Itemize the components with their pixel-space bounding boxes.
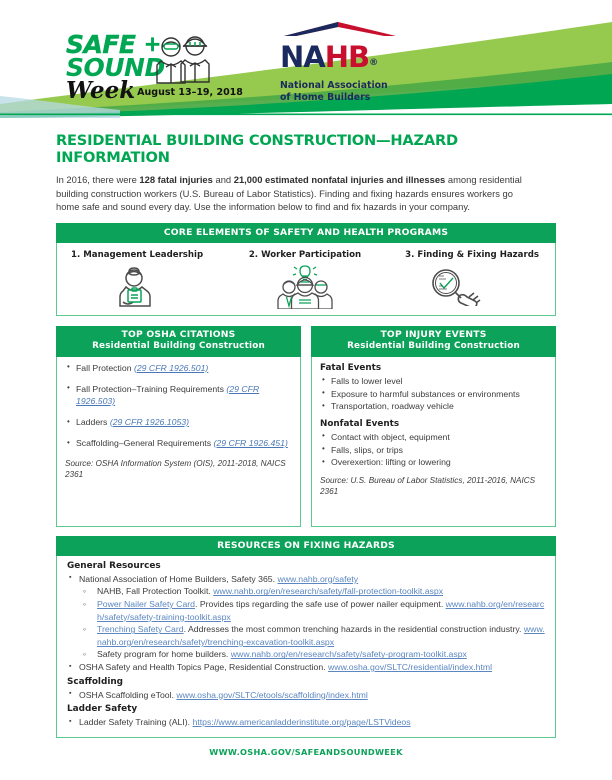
citation-1-ref[interactable]: (29 CFR 1926.503)	[76, 383, 260, 407]
general-item-link[interactable]: www.nahb.org/safety	[277, 573, 359, 584]
general-resources-sublist	[79, 585, 545, 661]
list-item	[65, 416, 292, 428]
scaffolding-list	[67, 689, 545, 702]
registered-mark: ®	[369, 58, 378, 68]
fatal-events-heading: Fatal Events	[320, 362, 382, 373]
list-item	[79, 648, 545, 661]
list-item	[79, 585, 545, 598]
citation-3-ref[interactable]: (29 CFR 1926.451)	[213, 438, 288, 448]
sub-item-0-text: NAHB, Fall Protection Toolkit.	[97, 586, 214, 597]
citation-1-text: Fall Protection–Training Requirements	[76, 383, 227, 394]
citations-source: Source: OSHA Information System (OIS), 2011-2018, NAICS 2361	[65, 458, 286, 480]
list-item: • Falls, slips, or trips	[320, 444, 547, 456]
ladder-item-text: Ladder Safety Training (ALI).	[79, 717, 193, 728]
nahb-letters-hb: HB	[324, 40, 370, 74]
fatal-events-list	[320, 375, 547, 413]
intro-part1: In 2016, there were	[56, 174, 140, 185]
logo-line-sound: SOUND	[66, 53, 165, 82]
injury-events-body	[311, 357, 556, 527]
core-element-1-label: 1. Management Leadership	[71, 249, 204, 260]
two-column-section	[56, 326, 556, 527]
citations-banner-title: TOP OSHA CITATIONS	[121, 329, 236, 341]
sub-item-2-link[interactable]: www.nahb.org/en/research/safety/trenching-excavation-toolkit.aspx	[97, 624, 545, 647]
list-item	[65, 362, 292, 374]
logo-line-safe: SAFE +	[66, 30, 161, 59]
list-item: • Contact with object, equipment	[320, 431, 547, 443]
nahb-wordmark	[280, 42, 405, 78]
sub-item-0-link[interactable]: www.nahb.org/en/research/safety/fall-protection-toolkit.aspx	[213, 586, 444, 597]
scaffolding-heading: Scaffolding	[67, 676, 124, 687]
magnifier-hand-icon	[383, 263, 539, 309]
list-item	[67, 661, 545, 674]
core-elements-grid	[57, 243, 555, 315]
core-element-3-label: 3. Finding & Fixing Hazards	[405, 249, 539, 260]
citations-list	[65, 362, 292, 450]
page-header	[0, 0, 612, 118]
core-elements-banner: CORE ELEMENTS OF SAFETY AND HEALTH PROGRAMS	[56, 223, 556, 243]
manager-clipboard-icon	[71, 263, 227, 309]
core-element-1	[57, 250, 227, 309]
sub-item-3-text: Safety program for home builders.	[97, 649, 231, 660]
citations-body	[56, 357, 301, 527]
core-elements-section	[56, 223, 556, 316]
injury-events-source: Source: U.S. Bureau of Labor Statistics, 2011-2016, NAICS 2361	[320, 475, 536, 497]
sub-item-2-text: . Addresses the most common trenching hazards in the residential construction industry.	[183, 624, 524, 635]
core-element-3	[383, 250, 555, 309]
sub-item-1-link-lead[interactable]: Power Nailer Safety Card	[97, 599, 196, 610]
logo-dates: August 13–19, 2018	[137, 87, 243, 98]
main-content	[0, 132, 612, 757]
list-item: • Exposure to harmful substances or environments	[320, 388, 547, 400]
osha-item-text: OSHA Safety and Health Topics Page, Residential Construction.	[79, 662, 329, 673]
list-item	[79, 598, 545, 623]
plus-icon: +	[143, 32, 161, 56]
nahb-subtitle	[280, 80, 405, 103]
resources-body	[56, 556, 556, 738]
header-logos	[66, 22, 405, 105]
safe-sound-week-logo	[66, 30, 256, 105]
intro-paragraph	[56, 173, 536, 214]
scaffolding-item-link[interactable]: www.osha.gov/SLTC/etools/scaffolding/index.html	[176, 689, 368, 700]
citation-2-text: Ladders	[76, 417, 110, 428]
list-item: • Overexertion: lifting or lowering	[320, 456, 547, 468]
nahb-letter-n: N	[280, 40, 304, 74]
citations-banner-subtitle: Residential Building Construction	[92, 341, 265, 352]
nahb-roof-icon	[280, 20, 400, 37]
list-item	[67, 716, 545, 729]
injury-events-banner-subtitle: Residential Building Construction	[347, 341, 520, 352]
nahb-letter-a: A	[303, 40, 325, 74]
sub-item-1-text: . Provides tips regarding the safe use of power nailer equipment.	[195, 599, 446, 610]
list-item: • Transportation, roadway vehicle	[320, 400, 547, 412]
citation-3-text: Scaffolding–General Requirements	[76, 438, 214, 448]
list-item	[67, 573, 545, 661]
injury-events-banner	[311, 326, 556, 357]
citation-0-text: Fall Protection	[76, 362, 134, 373]
list-item: • Falls to lower level	[320, 375, 547, 387]
sub-item-3-link[interactable]: www.nahb.org/en/research/safety/safety-program-toolkit.aspx	[230, 649, 467, 660]
ladder-item-link[interactable]: https://www.americanladderinstitute.org/page/LSTVideos	[192, 717, 411, 728]
citation-2-ref[interactable]: (29 CFR 1926.1053)	[109, 417, 190, 428]
core-element-2	[227, 250, 383, 309]
logo-line-week: Week	[66, 77, 136, 104]
intro-part3: among residential building construction workers (U.S. Bureau of Labor Statistics). Finding and fixing hazards ensures workers go home safe and sound every day. Use the information below to find and fix hazards in your company.	[56, 174, 522, 213]
nonfatal-events-list	[320, 431, 547, 469]
general-item-text: National Association of Home Builders, Safety 365.	[79, 573, 278, 584]
intro-bold1: 128 fatal injuries	[139, 174, 213, 185]
general-resources-list	[67, 573, 545, 674]
general-resources-heading: General Resources	[67, 560, 161, 571]
list-item	[67, 689, 545, 702]
citation-0-ref[interactable]: (29 CFR 1926.501)	[133, 362, 209, 373]
scaffolding-item-text: OSHA Scaffolding eTool.	[79, 689, 177, 700]
footer-url[interactable]: WWW.OSHA.GOV/SAFEANDSOUNDWEEK	[209, 746, 403, 757]
page-title: RESIDENTIAL BUILDING CONSTRUCTION—HAZARD INFORMATION	[56, 132, 458, 166]
list-item	[79, 623, 545, 648]
core-elements-panel	[56, 243, 556, 316]
intro-bold2: 21,000 estimated nonfatal injuries and illnesses	[233, 174, 446, 185]
sub-item-2-link-lead[interactable]: Trenching Safety Card	[97, 624, 184, 635]
list-item	[65, 437, 292, 449]
list-item	[65, 383, 292, 408]
citations-banner	[56, 326, 301, 357]
injury-events-banner-title: TOP INJURY EVENTS	[380, 329, 487, 341]
intro-part2: and	[212, 174, 234, 185]
core-element-2-label: 2. Worker Participation	[248, 249, 362, 260]
nahb-subtitle-line2: of Home Builders	[280, 91, 371, 103]
sub-item-1-link[interactable]: www.nahb.org/en/research/safety/safety-training-toolkit.aspx	[97, 599, 545, 622]
two-workers-icon	[154, 33, 212, 85]
ladder-safety-heading: Ladder Safety	[67, 704, 138, 715]
ladder-safety-list	[67, 716, 545, 729]
top-osha-citations-box	[56, 326, 301, 527]
osha-item-link[interactable]: www.osha.gov/SLTC/residential/index.html	[328, 662, 493, 673]
nahb-logo	[280, 20, 405, 103]
resources-banner: RESOURCES ON FIXING HAZARDS	[56, 536, 556, 556]
nonfatal-events-heading: Nonfatal Events	[320, 418, 400, 429]
nahb-subtitle-line1: National Association	[280, 80, 388, 91]
workers-lightbulb-icon	[227, 263, 383, 309]
top-injury-events-box	[311, 326, 556, 527]
resources-section	[56, 536, 556, 738]
